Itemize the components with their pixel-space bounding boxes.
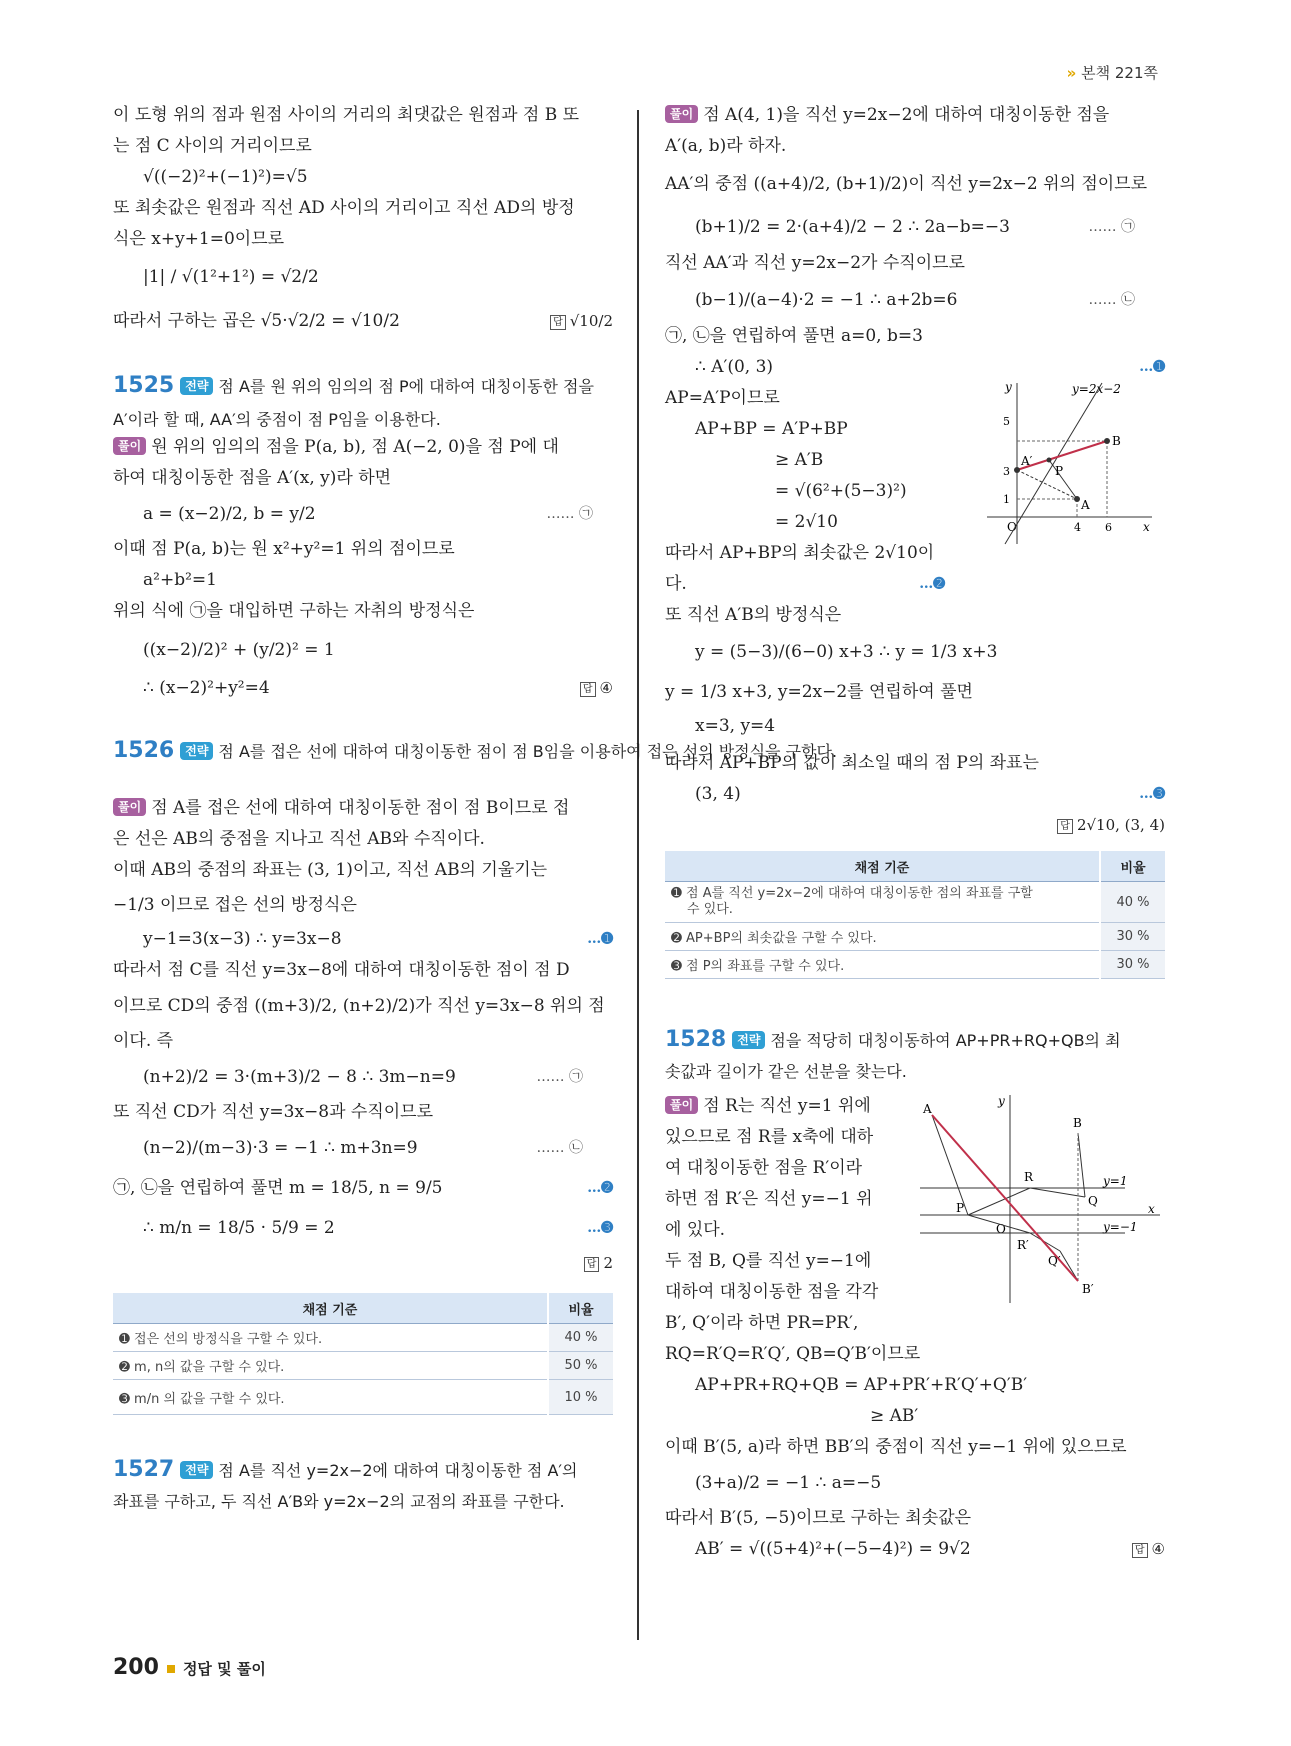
criteria-ratio: 40 %: [548, 1324, 613, 1352]
strategy-badge: 전략: [180, 742, 213, 760]
text-line: 풀이 점 A(4, 1)을 직선 y=2x−2에 대하여 대칭이동한 점을: [665, 100, 1165, 131]
question-number: 1528: [665, 1027, 727, 1052]
text-line: 또 직선 CD가 직선 y=3x−8과 수직이므로: [113, 1102, 434, 1122]
page-reference: » 본책 221쪽: [1066, 64, 1158, 82]
answer: 답 2√10, (3, 4): [1057, 810, 1165, 841]
criteria-ratio: 50 %: [548, 1352, 613, 1380]
criteria-ratio: 10 %: [548, 1380, 613, 1415]
criteria-text: ➌ m/n 의 값을 구할 수 있다.: [113, 1380, 548, 1415]
solution-badge: 풀이: [665, 105, 698, 123]
step-tag: …➊: [1139, 359, 1165, 375]
point-label: A: [1081, 498, 1090, 512]
answer: 답 ④: [1132, 1534, 1165, 1565]
text-line: 이때 AB의 중점의 좌표는 (3, 1)이고, 직선 AB의 기울기는: [113, 860, 548, 880]
math-line: a²+b²=1: [143, 570, 217, 590]
text-line: [113, 299, 613, 343]
solution-badge: 풀이: [113, 437, 146, 455]
line-label: y=2x−2: [1072, 382, 1121, 396]
math-line: ≥ AB′: [870, 1406, 919, 1426]
text-line: 또 직선 A′B의 방정식은: [665, 605, 842, 625]
criteria-ratio: 40 %: [1100, 882, 1165, 923]
point-label: P: [956, 1201, 965, 1215]
point-label: A′: [1021, 454, 1033, 468]
footer-title: 정답 및 풀이: [182, 1660, 266, 1678]
answer-line: [665, 810, 1165, 841]
text-line: −1/3 이므로 접은 선의 방정식은: [113, 895, 357, 915]
step-tag: …➌: [1139, 786, 1165, 802]
text-line: 하면 점 R′은 직선 y=−1 위: [665, 1189, 873, 1209]
ratio-header: 비율: [548, 1293, 613, 1324]
line-label: y=1: [1103, 1174, 1128, 1188]
answer-box-icon: 답: [1132, 1543, 1148, 1558]
point-label: A: [923, 1102, 932, 1116]
step-tag: …➋: [919, 576, 945, 592]
text-line: B′, Q′이라 하면 PR=PR′,: [665, 1313, 859, 1333]
point-label: R′: [1017, 1238, 1029, 1252]
right-column: [665, 100, 1165, 1565]
text-line: 은 선은 AB의 중점을 지나고 직선 AB와 수직이다.: [113, 829, 485, 849]
strategy-badge: 전략: [180, 1461, 213, 1479]
text-line: 풀이 원 위의 임의의 점을 P(a, b), 점 A(−2, 0)을 점 P에 대: [113, 432, 613, 463]
text-line: 하여 대칭이동한 점을 A′(x, y)라 하면: [113, 468, 392, 488]
text-line: 풀이 점 A를 접은 선에 대하여 대칭이동한 점이 점 B이므로 접: [113, 793, 613, 824]
criteria-ratio: 30 %: [1100, 951, 1165, 979]
text-line: AA′의 중점 ((a+4)/2, (b+1)/2)이 직선 y=2x−2 위의 점이므로: [665, 174, 1148, 194]
text-line: 따라서 AP+BP의 최솟값은 2√10이: [665, 543, 935, 563]
math-line: AP+PR+RQ+QB = AP+PR′+R′Q′+Q′B′: [695, 1375, 1028, 1395]
ratio-header: 비율: [1100, 851, 1165, 882]
text-line: 대하여 대칭이동한 점을 각각: [665, 1282, 879, 1302]
answer: 답 2: [584, 1248, 613, 1279]
text-line: A′(a, b)라 하자.: [665, 136, 787, 156]
criteria-text: ➌ 점 P의 좌표를 구할 수 있다.: [665, 951, 1100, 979]
point-label: Q′: [1048, 1254, 1061, 1268]
text-line: 다. …➋: [665, 569, 945, 600]
math-line: AB′ = √((5+4)²+(−5−4)²) = 9√2 답 ④: [665, 1534, 1165, 1565]
strategy-text: 점 A를 원 위의 임의의 점 P에 대하여 대칭이동한 점을 A′이라 할 때, AA′의 중점이 점 P임을 이용한다.: [113, 377, 594, 429]
question-1525-header: [113, 369, 613, 429]
strategy-text: 솟값과 길이가 같은 선분을 찾는다.: [665, 1062, 907, 1081]
point-label: B: [1073, 1116, 1082, 1130]
answer-line: [113, 1248, 613, 1279]
text-line: 또 최솟값은 원점과 직선 AD 사이의 거리이고 직선 AD의 방정: [113, 198, 575, 218]
math-line: AP+BP = A′P+BP: [695, 419, 848, 439]
question-number: 1525: [113, 373, 175, 398]
math-line: ∴ (x−2)²+y²=4 답 ④: [113, 673, 613, 704]
text-line: 따라서 점 C를 직선 y=3x−8에 대하여 대칭이동한 점이 점 D: [113, 960, 570, 980]
text-line: 는 점 C 사이의 거리이므로: [113, 136, 312, 156]
y-axis-label: y: [1005, 380, 1012, 394]
math-line: (b+1)/2 = 2·(a+4)/2 − 2 ∴ 2a−b=−3 …… ㉠: [665, 206, 1165, 248]
criteria-ratio: 30 %: [1100, 923, 1165, 951]
answer: 답 ④: [580, 673, 613, 704]
math-line: (n+2)/2 = 3·(m+3)/2 − 8 ∴ 3m−n=9 …… ㉠: [113, 1057, 613, 1097]
math-line: ((x−2)/2)² + (y/2)² = 1: [143, 640, 335, 660]
step-tag: …➌: [587, 1220, 613, 1236]
page-footer: [113, 1655, 266, 1680]
math-line: = √(6²+(5−3)²): [775, 481, 907, 501]
text-line: ㉠, ㉡을 연립하여 풀면 m = 18/5, n = 9/5 …➋: [113, 1168, 613, 1208]
solution-badge: 풀이: [113, 798, 146, 816]
page-number: 200: [113, 1655, 159, 1680]
step-tag: …➋: [587, 1180, 613, 1196]
equation-tag: …… ㉡: [536, 1140, 583, 1156]
question-number: 1526: [113, 738, 175, 763]
equation-tag: …… ㉠: [546, 506, 593, 522]
question-1528-header: [665, 1023, 1165, 1056]
math-line: (b−1)/(a−4)·2 = −1 ∴ a+2b=6 …… ㉡: [665, 279, 1165, 321]
math-line: |1| / √(1²+1²) = √2/2: [143, 267, 319, 287]
math-line: = 2√10: [775, 512, 838, 532]
math-line: x=3, y=4: [695, 716, 776, 736]
math-line: (n−2)/(m−3)·3 = −1 ∴ m+3n=9 …… ㉡: [113, 1128, 613, 1168]
criteria-header: 채점 기준: [665, 851, 1100, 882]
equation-tag: …… ㉠: [1088, 219, 1135, 235]
question-1527-header: [113, 1453, 613, 1486]
text-line: ㉠, ㉡을 연립하여 풀면 a=0, b=3: [665, 326, 923, 346]
solution-badge: 풀이: [665, 1096, 698, 1114]
text-line: 이다. 즉: [113, 1031, 174, 1051]
criteria-text: ➊ 점 A를 직선 y=2x−2에 대하여 대칭이동한 점의 좌표를 구할 수 있다.: [665, 882, 1100, 923]
point-label: B′: [1082, 1282, 1094, 1296]
point-label: R: [1024, 1170, 1034, 1184]
grading-criteria-table-1526: [113, 1293, 613, 1415]
criteria-text: ➊ 접은 선의 방정식을 구할 수 있다.: [113, 1324, 548, 1352]
equation-tag: …… ㉠: [536, 1069, 583, 1085]
text-line: 식은 x+y+1=0이므로: [113, 229, 285, 249]
result-text: 따라서 구하는 곱은 √5·√2/2 = √10/2: [113, 311, 400, 331]
proof-block: [665, 1091, 1165, 1339]
answer: 답 √10/2: [550, 299, 613, 343]
tick-label: 3: [1003, 465, 1010, 478]
text-line: 따라서 B′(5, −5)이므로 구하는 최솟값은: [665, 1508, 971, 1528]
text-line: 여 대칭이동한 점을 R′이라: [665, 1158, 863, 1178]
math-line: ≥ A′B: [775, 450, 824, 470]
answer-box-icon: 답: [580, 682, 596, 697]
line-label: y=−1: [1103, 1220, 1138, 1234]
math-line: y−1=3(x−3) ∴ y=3x−8 …➊: [113, 924, 613, 955]
criteria-text: ➋ m, n의 값을 구할 수 있다.: [113, 1352, 548, 1380]
strategy-text: 점 A를 접은 선에 대하여 대칭이동한 점이 점 B임을 이용하여 접은 선의 방정식을 구한다.: [218, 742, 838, 761]
point-label: Q: [1088, 1194, 1098, 1208]
text-line: 에 있다.: [665, 1220, 726, 1240]
text-line: 이때 B′(5, a)라 하면 BB′의 중점이 직선 y=−1 위에 있으므로: [665, 1437, 1127, 1457]
point-label: P: [1055, 464, 1064, 478]
equation-tag: …… ㉡: [1088, 292, 1135, 308]
origin-label: O: [996, 1222, 1006, 1236]
text-line: 이 도형 위의 점과 원점 사이의 거리의 최댓값은 원점과 점 B 또: [113, 105, 580, 125]
column-divider: [637, 110, 639, 1640]
math-line: ∴ A′(0, 3) …➊: [665, 352, 1165, 383]
math-line: √((−2)²+(−1)²)=√5: [143, 167, 308, 187]
math-line: a = (x−2)/2, b = y/2 …… ㉠: [113, 494, 613, 534]
tick-label: 6: [1105, 521, 1112, 534]
strategy-text: 점 A를 직선 y=2x−2에 대하여 대칭이동한 점 A′의: [218, 1461, 578, 1480]
text-line: y = 1/3 x+3, y=2x−2를 연립하여 풀면: [665, 682, 973, 702]
strategy-badge: 전략: [732, 1031, 765, 1049]
text-line: 있으므로 점 R를 x축에 대하: [665, 1127, 874, 1147]
text-line: 따라서 AP+BP의 값이 최소일 때의 점 P의 좌표는: [665, 753, 1039, 773]
step-tag: …➊: [587, 931, 613, 947]
math-line: (3, 4) …➌: [665, 779, 1165, 810]
y-axis-label: y: [998, 1094, 1005, 1108]
text-line: 이때 점 P(a, b)는 원 x²+y²=1 위의 점이므로: [113, 539, 455, 559]
text-line: 직선 AA′과 직선 y=2x−2가 수직이므로: [665, 253, 965, 273]
bullet-square-icon: [167, 1665, 175, 1673]
strategy-badge: 전략: [180, 377, 213, 395]
text-line: 풀이 점 R는 직선 y=1 위에: [665, 1091, 1165, 1122]
strategy-text: 좌표를 구하고, 두 직선 A′B와 y=2x−2의 교점의 좌표를 구한다.: [113, 1492, 565, 1511]
question-number: 1527: [113, 1457, 175, 1482]
tick-label: 5: [1003, 415, 1010, 428]
strategy-text: 점을 적당히 대칭이동하여 AP+PR+RQ+QB의 최: [770, 1031, 1121, 1050]
x-axis-label: x: [1143, 520, 1150, 534]
answer-box-icon: 답: [1057, 819, 1073, 834]
point-label: B: [1112, 434, 1121, 448]
text-line: 두 점 B, Q를 직선 y=−1에: [665, 1251, 872, 1271]
answer-box-icon: 답: [550, 315, 566, 330]
proof-block: [665, 380, 1165, 600]
origin-label: O: [1007, 520, 1017, 534]
grading-criteria-table-1527: [665, 851, 1165, 979]
criteria-header: 채점 기준: [113, 1293, 548, 1324]
tick-label: 1: [1003, 493, 1010, 506]
criteria-text: ➋ AP+BP의 최솟값을 구할 수 있다.: [665, 923, 1100, 951]
x-axis-label: x: [1148, 1202, 1155, 1216]
math-line: ∴ m/n = 18/5 · 5/9 = 2 …➌: [113, 1208, 613, 1248]
math-line: y = (5−3)/(6−0) x+3 ∴ y = 1/3 x+3: [695, 642, 998, 662]
question-1526-header: [113, 734, 838, 767]
tick-label: 4: [1074, 521, 1081, 534]
text-line: AP=A′P이므로: [665, 388, 780, 408]
math-line: (3+a)/2 = −1 ∴ a=−5: [695, 1473, 882, 1493]
answer-box-icon: 답: [584, 1257, 600, 1272]
text-line: RQ=R′Q=R′Q′, QB=Q′B′이므로: [665, 1344, 921, 1364]
text-line: 이므로 CD의 중점 ((m+3)/2, (n+2)/2)가 직선 y=3x−8 위의 점: [113, 996, 605, 1016]
text-line: 위의 식에 ㉠을 대입하면 구하는 자취의 방정식은: [113, 601, 475, 621]
